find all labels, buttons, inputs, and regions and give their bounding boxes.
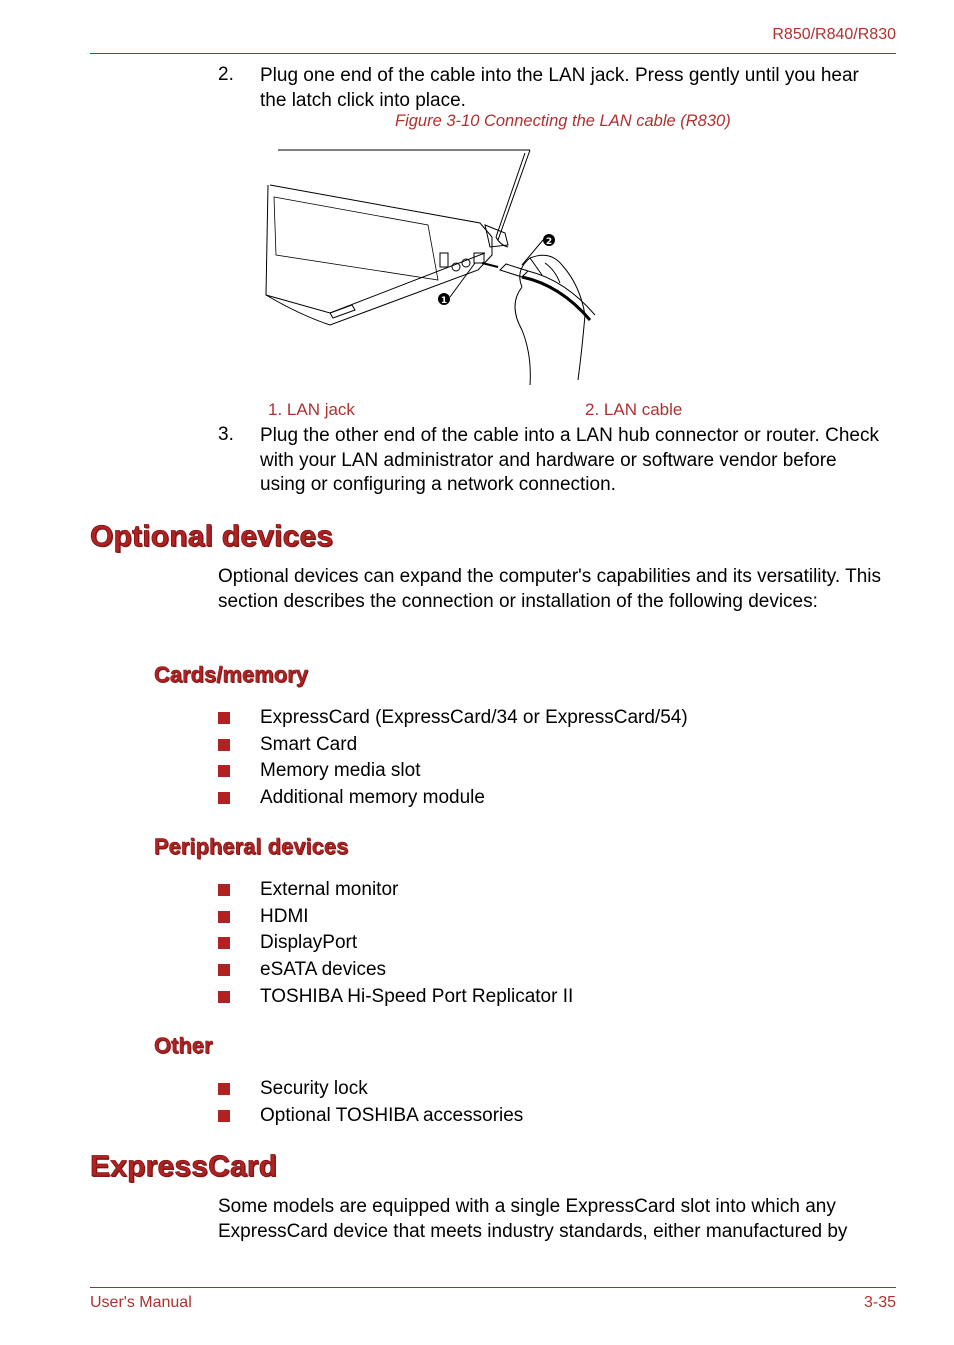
list-item: Optional TOSHIBA accessories bbox=[218, 1103, 523, 1130]
section-heading-expresscard: ExpressCard bbox=[90, 1150, 278, 1183]
lan-cable-illustration bbox=[260, 145, 610, 390]
list-item: ExpressCard (ExpressCard/34 or ExpressCard/54) bbox=[218, 705, 688, 732]
footer-manual-title: User's Manual bbox=[90, 1294, 192, 1311]
subheading-cards-memory: Cards/memory bbox=[154, 662, 309, 687]
bullet-square-icon bbox=[218, 792, 230, 804]
subheading-peripheral-devices: Peripheral devices bbox=[154, 834, 349, 859]
bullet-square-icon bbox=[218, 765, 230, 777]
bullet-square-icon bbox=[218, 911, 230, 923]
bullet-square-icon bbox=[218, 739, 230, 751]
peripheral-devices-list bbox=[218, 877, 573, 1010]
step-3-number: 3. bbox=[218, 424, 234, 445]
callout-label-lan-cable: 2. LAN cable bbox=[585, 400, 683, 419]
bullet-square-icon bbox=[218, 1083, 230, 1095]
list-item: DisplayPort bbox=[218, 930, 573, 957]
bullet-square-icon bbox=[218, 1110, 230, 1122]
section-heading-optional-devices: Optional devices bbox=[90, 520, 334, 553]
bullet-square-icon bbox=[218, 884, 230, 896]
subheading-other: Other bbox=[154, 1033, 213, 1058]
bullet-square-icon bbox=[218, 964, 230, 976]
other-list bbox=[218, 1076, 523, 1129]
cards-memory-list bbox=[218, 705, 688, 812]
page-header-model: R850/R840/R830 bbox=[772, 26, 896, 43]
footer-rule bbox=[90, 1287, 896, 1288]
figure-caption: Figure 3-10 Connecting the LAN cable (R830) bbox=[395, 112, 731, 130]
bullet-square-icon bbox=[218, 991, 230, 1003]
list-item: Memory media slot bbox=[218, 758, 688, 785]
step-2-text: Plug one end of the cable into the LAN jack. Press gently until you hear the latch click into place. bbox=[260, 65, 859, 111]
callout-marker-1: 1 bbox=[440, 296, 448, 306]
list-item: External monitor bbox=[218, 877, 573, 904]
list-item: HDMI bbox=[218, 904, 573, 931]
step-2-number: 2. bbox=[218, 64, 234, 85]
callout-marker-2: 2 bbox=[545, 237, 553, 247]
optional-devices-intro: Optional devices can expand the computer's capabilities and its versatility. This section describes the connection or installation of the following devices: bbox=[218, 566, 881, 612]
step-3-text: Plug the other end of the cable into a LAN hub connector or router. Check with your LAN administrator and hardware or software vendor before using or configuring a network connection. bbox=[260, 425, 879, 495]
list-item: Additional memory module bbox=[218, 785, 688, 812]
header-rule bbox=[90, 53, 896, 54]
footer-page-number: 3-35 bbox=[863, 1294, 896, 1311]
expresscard-text: Some models are equipped with a single ExpressCard slot into which any ExpressCard device that meets industry standards, either manufactured by bbox=[218, 1196, 848, 1242]
list-item: eSATA devices bbox=[218, 957, 573, 984]
list-item: Security lock bbox=[218, 1076, 523, 1103]
list-item: TOSHIBA Hi-Speed Port Replicator II bbox=[218, 984, 573, 1011]
callout-label-lan-jack: 1. LAN jack bbox=[268, 400, 355, 419]
bullet-square-icon bbox=[218, 937, 230, 949]
bullet-square-icon bbox=[218, 712, 230, 724]
list-item: Smart Card bbox=[218, 732, 688, 759]
